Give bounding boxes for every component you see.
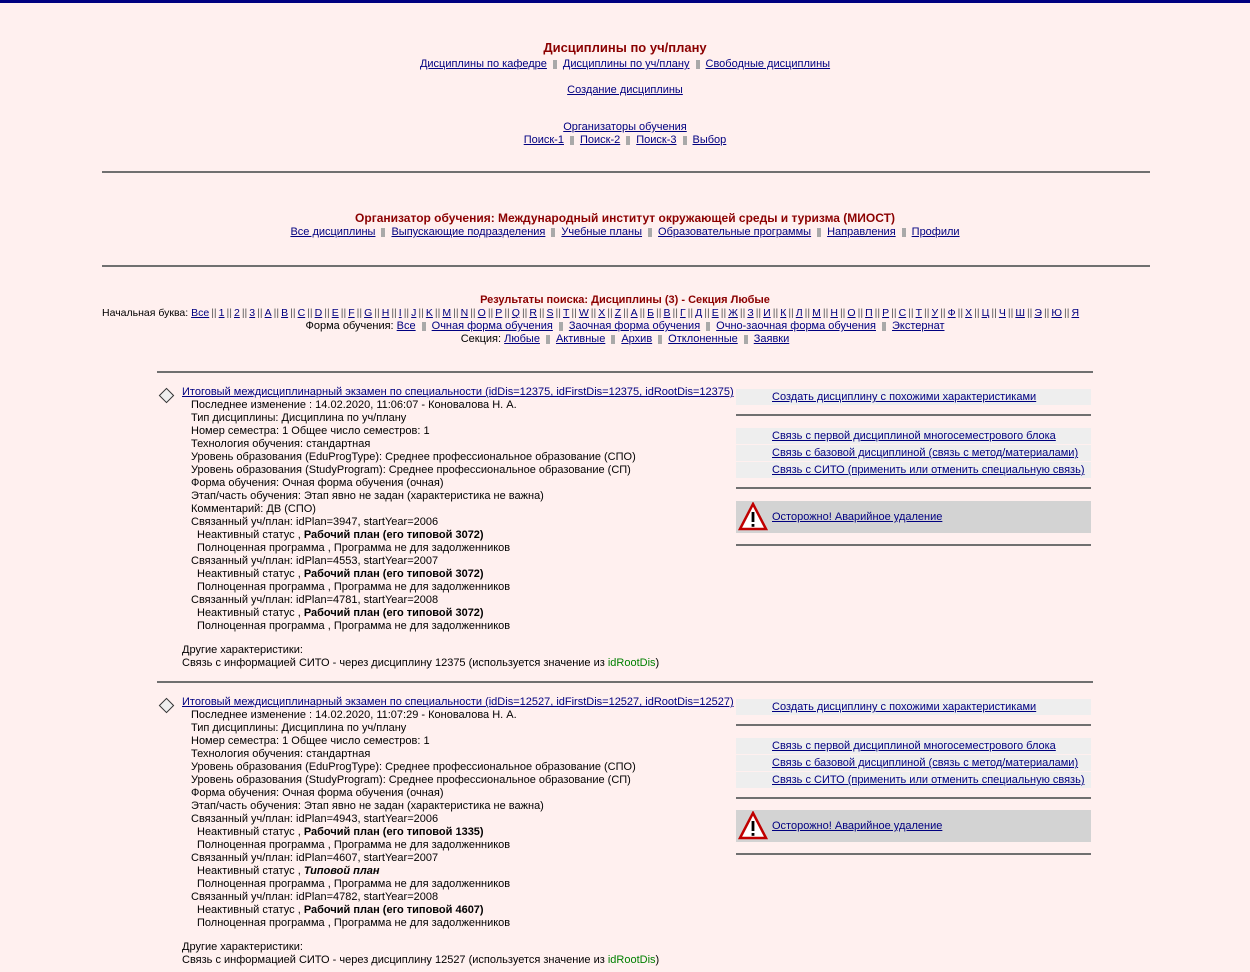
letter-separator: || bbox=[687, 307, 694, 319]
letter-separator: || bbox=[273, 307, 280, 319]
letter-separator: || bbox=[257, 307, 263, 319]
letter-link[interactable]: И bbox=[763, 307, 771, 319]
letter-separator: || bbox=[639, 307, 646, 319]
divider bbox=[736, 797, 1091, 799]
program-line: Полноценная программа , Программа не для задолженников bbox=[197, 878, 511, 890]
info-line: Комментарий: ДВ (СПО) bbox=[191, 503, 316, 515]
letter-link[interactable]: Я bbox=[1071, 307, 1080, 319]
letter-separator: || bbox=[539, 307, 545, 319]
letter-link[interactable]: W bbox=[578, 307, 589, 319]
separator bbox=[546, 335, 550, 344]
link-first-discipline[interactable]: Связь с первой дисциплиной многосеместрового блока bbox=[772, 430, 1056, 442]
action-row bbox=[736, 699, 1091, 715]
other-text bbox=[182, 657, 659, 669]
letter-separator: || bbox=[571, 307, 577, 319]
letter-link[interactable]: П bbox=[865, 307, 873, 319]
status-value: Рабочий план (его типовой 3072) bbox=[303, 607, 484, 619]
action-row bbox=[736, 772, 1091, 788]
separator bbox=[817, 228, 821, 237]
separator bbox=[706, 322, 710, 331]
letter-separator: || bbox=[290, 307, 296, 319]
letter-separator: || bbox=[623, 307, 629, 319]
separator bbox=[648, 228, 652, 237]
plan-line: Связанный уч/план: idPlan=4943, startYear=2006 bbox=[191, 813, 439, 825]
letter-separator: || bbox=[226, 307, 232, 319]
diamond-icon bbox=[159, 388, 175, 404]
letter-separator: || bbox=[874, 307, 881, 319]
letter-separator: || bbox=[418, 307, 424, 319]
plan-line: Связанный уч/план: idPlan=4553, startYear=2007 bbox=[191, 555, 439, 567]
letter-separator: || bbox=[241, 307, 248, 319]
letter-separator: || bbox=[470, 307, 476, 319]
plan-line: Связанный уч/план: idPlan=3947, startYear=2006 bbox=[191, 516, 439, 528]
profiles-link[interactable]: Профили bbox=[911, 226, 960, 238]
letter-link[interactable]: 2 bbox=[233, 307, 240, 319]
section-requests-link[interactable]: Заявки bbox=[753, 333, 790, 345]
program-line: Полноценная программа , Программа не для задолженников bbox=[197, 917, 511, 929]
letter-separator: || bbox=[656, 307, 662, 319]
other-text-field: idRootDis bbox=[607, 954, 656, 966]
emergency-delete-link[interactable]: Осторожно! Аварийное удаление bbox=[772, 820, 943, 832]
info-line: Номер семестра: 1 Общее число семестров: 1 bbox=[191, 735, 430, 747]
letter-separator: || bbox=[924, 307, 930, 319]
info-line: Последнее изменение : 14.02.2020, 11:06:07 - Коновалова Н. А. bbox=[191, 399, 517, 411]
warning-icon bbox=[738, 502, 768, 531]
organizers-link[interactable]: Организаторы обучения bbox=[563, 121, 687, 133]
other-text-main: Связь с информацией СИТО - через дисциплину 12375 (используется значение из bbox=[182, 657, 608, 669]
other-text bbox=[182, 954, 659, 966]
letter-separator: || bbox=[403, 307, 410, 319]
form-external-link[interactable]: Экстернат bbox=[892, 320, 945, 332]
info-line: Технология обучения: стандартная bbox=[191, 438, 371, 450]
letter-link[interactable]: J bbox=[411, 307, 417, 319]
letter-separator: || bbox=[822, 307, 829, 319]
other-label: Другие характеристики: bbox=[182, 941, 303, 953]
other-text-main: Связь с информацией СИТО - через дисциплину 12527 (используется значение из bbox=[182, 954, 608, 966]
letter-separator: || bbox=[857, 307, 864, 319]
program-line: Полноценная программа , Программа не для задолженников bbox=[197, 581, 511, 593]
letter-link[interactable]: Р bbox=[882, 307, 890, 319]
letter-separator: || bbox=[739, 307, 746, 319]
letter-separator: || bbox=[356, 307, 363, 319]
letter-separator: || bbox=[720, 307, 727, 319]
letter-separator: || bbox=[434, 307, 441, 319]
graduating-units-link[interactable]: Выпускающие подразделения bbox=[391, 226, 546, 238]
organizer-nav bbox=[0, 226, 1250, 238]
letter-link[interactable]: Х bbox=[965, 307, 973, 319]
other-text-end: ) bbox=[655, 954, 660, 966]
divider bbox=[102, 265, 1150, 267]
letter-link[interactable]: В bbox=[663, 307, 671, 319]
letter-link[interactable]: М bbox=[812, 307, 821, 319]
separator bbox=[559, 322, 563, 331]
letter-separator: || bbox=[453, 307, 459, 319]
letter-link[interactable]: G bbox=[364, 307, 373, 319]
select-link[interactable]: Выбор bbox=[692, 134, 727, 146]
divider bbox=[102, 171, 1150, 173]
letter-link[interactable]: Б bbox=[647, 307, 654, 319]
nav-plan-disciplines[interactable]: Дисциплины по уч/плану bbox=[562, 58, 690, 70]
letter-separator: || bbox=[1043, 307, 1050, 319]
info-line: Технология обучения: стандартная bbox=[191, 748, 371, 760]
action-row bbox=[736, 445, 1091, 461]
link-sito[interactable]: Связь с СИТО (применить или отменить специальную связь) bbox=[772, 464, 1085, 476]
letter-link[interactable]: Ц bbox=[981, 307, 990, 319]
letter-separator: || bbox=[704, 307, 710, 319]
letter-separator: || bbox=[908, 307, 914, 319]
letter-separator: || bbox=[374, 307, 380, 319]
letter-separator: || bbox=[607, 307, 613, 319]
info-line: Тип дисциплины: Дисциплина по уч/плану bbox=[191, 722, 407, 734]
letter-filter-label: Начальная буква: bbox=[102, 307, 189, 319]
info-line: Последнее изменение : 14.02.2020, 11:07:29 - Коновалова Н. А. bbox=[191, 709, 517, 721]
plan-line: Связанный уч/план: idPlan=4782, startYear=2008 bbox=[191, 891, 439, 903]
warning-icon bbox=[738, 811, 768, 840]
separator bbox=[381, 228, 385, 237]
section-filter bbox=[0, 333, 1250, 345]
letter-link[interactable]: S bbox=[546, 307, 554, 319]
section-rejected-link[interactable]: Отклоненные bbox=[668, 333, 738, 345]
section-archive-link[interactable]: Архив bbox=[621, 333, 653, 345]
discipline-title-link[interactable]: Итоговый междисциплинарный экзамен по специальности (idDis=12527, idFirstDis=12527, idRootDis=12527) bbox=[182, 696, 734, 708]
all-disciplines-link[interactable]: Все дисциплины bbox=[290, 226, 376, 238]
letter-link[interactable]: X bbox=[598, 307, 606, 319]
letter-link[interactable]: Ч bbox=[998, 307, 1006, 319]
letter-link[interactable]: M bbox=[442, 307, 452, 319]
letter-separator: || bbox=[957, 307, 964, 319]
letter-link[interactable]: F bbox=[348, 307, 355, 319]
letter-separator: || bbox=[804, 307, 811, 319]
search-nav bbox=[0, 134, 1250, 146]
letter-link[interactable]: О bbox=[847, 307, 856, 319]
letter-link[interactable]: N bbox=[460, 307, 469, 319]
separator bbox=[611, 335, 615, 344]
letter-link[interactable]: Л bbox=[795, 307, 803, 319]
status-line bbox=[197, 568, 484, 580]
separator bbox=[744, 335, 748, 344]
info-line: Этап/часть обучения: Этап явно не задан (характеристика не важна) bbox=[191, 490, 544, 502]
action-row bbox=[736, 738, 1091, 754]
page-title: Дисциплины по уч/плану bbox=[543, 40, 707, 55]
separator bbox=[422, 322, 426, 331]
info-line: Уровень образования (EduProgType): Среднее профессиональное образование (СПО) bbox=[191, 761, 636, 773]
letter-filter bbox=[102, 307, 1150, 319]
letter-link[interactable]: H bbox=[381, 307, 390, 319]
action-row bbox=[736, 389, 1091, 405]
letter-separator: || bbox=[1064, 307, 1070, 319]
action-row bbox=[736, 428, 1091, 444]
letter-link[interactable]: Ш bbox=[1015, 307, 1025, 319]
form-fulltime-link[interactable]: Очная форма обучения bbox=[431, 320, 553, 332]
letter-link[interactable]: Е bbox=[711, 307, 719, 319]
letter-link[interactable]: С bbox=[297, 307, 306, 319]
status-prefix: Неактивный статус , bbox=[197, 904, 304, 916]
letter-link[interactable]: У bbox=[931, 307, 939, 319]
create-discipline-link[interactable]: Создание дисциплины bbox=[567, 84, 683, 96]
letter-link[interactable]: В bbox=[281, 307, 289, 319]
status-line bbox=[197, 529, 484, 541]
divider bbox=[736, 544, 1091, 546]
letter-link[interactable]: E bbox=[331, 307, 339, 319]
status-value: Рабочий план (его типовой 3072) bbox=[303, 568, 484, 580]
divider bbox=[736, 414, 1091, 416]
status-prefix: Неактивный статус , bbox=[197, 607, 304, 619]
program-line: Полноценная программа , Программа не для задолженников bbox=[197, 620, 511, 632]
discipline-title-link[interactable]: Итоговый междисциплинарный экзамен по специальности (idDis=12375, idFirstDis=12375, idRootDis=12375) bbox=[182, 386, 734, 398]
search-3-link[interactable]: Поиск-3 bbox=[636, 134, 677, 146]
letter-link[interactable]: Ю bbox=[1051, 307, 1063, 319]
letter-link[interactable]: Д bbox=[695, 307, 703, 319]
letter-link[interactable]: R bbox=[529, 307, 538, 319]
status-line bbox=[197, 826, 484, 838]
letter-separator: || bbox=[991, 307, 997, 319]
form-mixed-link[interactable]: Очно-заочная форма обучения bbox=[716, 320, 876, 332]
letter-link[interactable]: Н bbox=[830, 307, 838, 319]
status-prefix: Неактивный статус , bbox=[197, 568, 304, 580]
other-label: Другие характеристики: bbox=[182, 644, 303, 656]
divider bbox=[736, 487, 1091, 489]
letter-separator: || bbox=[788, 307, 794, 319]
letter-separator: || bbox=[324, 307, 330, 319]
diamond-icon bbox=[159, 698, 175, 714]
letter-separator: || bbox=[391, 307, 397, 319]
emergency-delete-link[interactable]: Осторожно! Аварийное удаление bbox=[772, 511, 943, 523]
discipline-card bbox=[157, 681, 1093, 972]
status-prefix: Неактивный статус , bbox=[197, 826, 304, 838]
letter-link[interactable]: С bbox=[898, 307, 907, 319]
status-value: Рабочий план (его типовой 1335) bbox=[303, 826, 484, 838]
letter-link[interactable]: К bbox=[780, 307, 787, 319]
info-line: Уровень образования (StudyProgram): Среднее профессиональное образование (СП) bbox=[191, 774, 631, 786]
letter-separator: || bbox=[1007, 307, 1014, 319]
letter-list bbox=[191, 307, 1079, 319]
discipline-card bbox=[157, 371, 1093, 673]
status-line bbox=[197, 607, 484, 619]
status-value: Рабочий план (его типовой 3072) bbox=[303, 529, 484, 541]
organizer-title: Организатор обучения: Международный институт окружающей среды и туризма (МИОСТ) bbox=[355, 211, 895, 225]
separator bbox=[626, 136, 630, 145]
nav-free-disciplines[interactable]: Свободные дисциплины bbox=[705, 58, 831, 70]
create-similar-link[interactable]: Создать дисциплину с похожими характеристиками bbox=[772, 391, 1037, 403]
letter-link[interactable]: P bbox=[495, 307, 503, 319]
letter-separator: || bbox=[555, 307, 561, 319]
letter-separator: || bbox=[487, 307, 494, 319]
info-line: Тип дисциплины: Дисциплина по уч/плану bbox=[191, 412, 407, 424]
program-line: Полноценная программа , Программа не для задолженников bbox=[197, 839, 511, 851]
nav-main bbox=[0, 58, 1250, 70]
section-active-link[interactable]: Активные bbox=[555, 333, 606, 345]
form-filter bbox=[0, 320, 1250, 332]
search-1-link[interactable]: Поиск-1 bbox=[523, 134, 564, 146]
letter-link[interactable]: O bbox=[477, 307, 486, 319]
info-line: Уровень образования (EduProgType): Среднее профессиональное образование (СПО) bbox=[191, 451, 636, 463]
letter-link[interactable]: А bbox=[264, 307, 272, 319]
plan-line: Связанный уч/план: idPlan=4607, startYear=2007 bbox=[191, 852, 439, 864]
letter-separator: || bbox=[891, 307, 897, 319]
section-any-link[interactable]: Любые bbox=[504, 333, 540, 345]
results-title: Результаты поиска: Дисциплины (3) - Секция Любые bbox=[480, 294, 770, 306]
letter-link[interactable]: K bbox=[425, 307, 433, 319]
form-correspondence-link[interactable]: Заочная форма обучения bbox=[568, 320, 701, 332]
letter-link[interactable]: T bbox=[562, 307, 570, 319]
status-line bbox=[197, 865, 379, 877]
letter-separator: || bbox=[940, 307, 946, 319]
other-text-end: ) bbox=[655, 657, 660, 669]
letter-link[interactable]: D bbox=[314, 307, 323, 319]
directions-link[interactable]: Направления bbox=[827, 226, 896, 238]
other-text-field: idRootDis bbox=[607, 657, 656, 669]
action-row bbox=[736, 462, 1091, 478]
letter-link[interactable]: Г bbox=[679, 307, 686, 319]
study-plans-link[interactable]: Учебные планы bbox=[561, 226, 643, 238]
letter-separator: || bbox=[504, 307, 510, 319]
letter-separator: || bbox=[340, 307, 347, 319]
letter-link[interactable]: Ф bbox=[947, 307, 956, 319]
form-all-link[interactable]: Все bbox=[396, 320, 416, 332]
letter-link[interactable]: 1 bbox=[218, 307, 225, 319]
separator bbox=[658, 335, 662, 344]
letter-separator: || bbox=[755, 307, 762, 319]
letter-separator: || bbox=[211, 307, 217, 319]
link-base-discipline[interactable]: Связь с базовой дисциплиной (связь с метод/материалами) bbox=[772, 757, 1079, 769]
page-header bbox=[0, 40, 1250, 55]
letter-link[interactable]: Ж bbox=[728, 307, 738, 319]
plan-line: Связанный уч/план: idPlan=4781, startYear=2008 bbox=[191, 594, 439, 606]
separator bbox=[696, 60, 700, 69]
letter-link[interactable]: Q bbox=[511, 307, 520, 319]
letter-separator: || bbox=[772, 307, 779, 319]
status-value: Рабочий план (его типовой 4607) bbox=[303, 904, 484, 916]
status-line bbox=[197, 904, 484, 916]
letter-link[interactable]: I bbox=[398, 307, 402, 319]
letter-separator: || bbox=[974, 307, 980, 319]
letter-separator: || bbox=[839, 307, 846, 319]
letter-separator: || bbox=[590, 307, 597, 319]
edu-programs-link[interactable]: Образовательные программы bbox=[658, 226, 812, 238]
letter-link[interactable]: Т bbox=[915, 307, 923, 319]
search-2-link[interactable]: Поиск-2 bbox=[579, 134, 621, 146]
info-line: Уровень образования (StudyProgram): Среднее профессиональное образование (СП) bbox=[191, 464, 631, 476]
letter-link[interactable]: Z bbox=[614, 307, 622, 319]
separator bbox=[553, 60, 557, 69]
link-sito[interactable]: Связь с СИТО (применить или отменить специальную связь) bbox=[772, 774, 1085, 786]
letter-link[interactable]: А bbox=[630, 307, 638, 319]
create-similar-link[interactable]: Создать дисциплину с похожими характеристиками bbox=[772, 701, 1037, 713]
status-prefix: Неактивный статус , bbox=[197, 865, 304, 877]
separator bbox=[570, 136, 574, 145]
info-line: Форма обучения: Очная форма обучения (очная) bbox=[191, 787, 444, 799]
letter-link[interactable]: Э bbox=[1034, 307, 1042, 319]
letter-separator: || bbox=[307, 307, 313, 319]
status-prefix: Неактивный статус , bbox=[197, 529, 304, 541]
link-base-discipline[interactable]: Связь с базовой дисциплиной (связь с метод/материалами) bbox=[772, 447, 1079, 459]
program-line: Полноценная программа , Программа не для задолженников bbox=[197, 542, 511, 554]
separator bbox=[882, 322, 886, 331]
letter-separator: || bbox=[1026, 307, 1033, 319]
separator bbox=[683, 136, 687, 145]
letter-separator: || bbox=[521, 307, 528, 319]
letter-separator: || bbox=[672, 307, 678, 319]
info-line: Этап/часть обучения: Этап явно не задан (характеристика не важна) bbox=[191, 800, 544, 812]
action-row bbox=[736, 755, 1091, 771]
danger-row bbox=[736, 810, 1091, 842]
danger-row bbox=[736, 501, 1091, 533]
letter-link[interactable]: 3 bbox=[249, 307, 256, 319]
link-first-discipline[interactable]: Связь с первой дисциплиной многосеместрового блока bbox=[772, 740, 1056, 752]
form-filter-label: Форма обучения: bbox=[305, 320, 394, 332]
status-value: Типовой план bbox=[303, 865, 380, 877]
letter-link[interactable]: З bbox=[747, 307, 754, 319]
separator bbox=[551, 228, 555, 237]
letter-link[interactable]: Все bbox=[191, 307, 210, 319]
separator bbox=[902, 228, 906, 237]
divider bbox=[736, 853, 1091, 855]
info-line: Номер семестра: 1 Общее число семестров: 1 bbox=[191, 425, 430, 437]
divider bbox=[736, 724, 1091, 726]
section-filter-label: Секция: bbox=[460, 333, 502, 345]
nav-dept-disciplines[interactable]: Дисциплины по кафедре bbox=[419, 58, 547, 70]
info-line: Форма обучения: Очная форма обучения (очная) bbox=[191, 477, 444, 489]
